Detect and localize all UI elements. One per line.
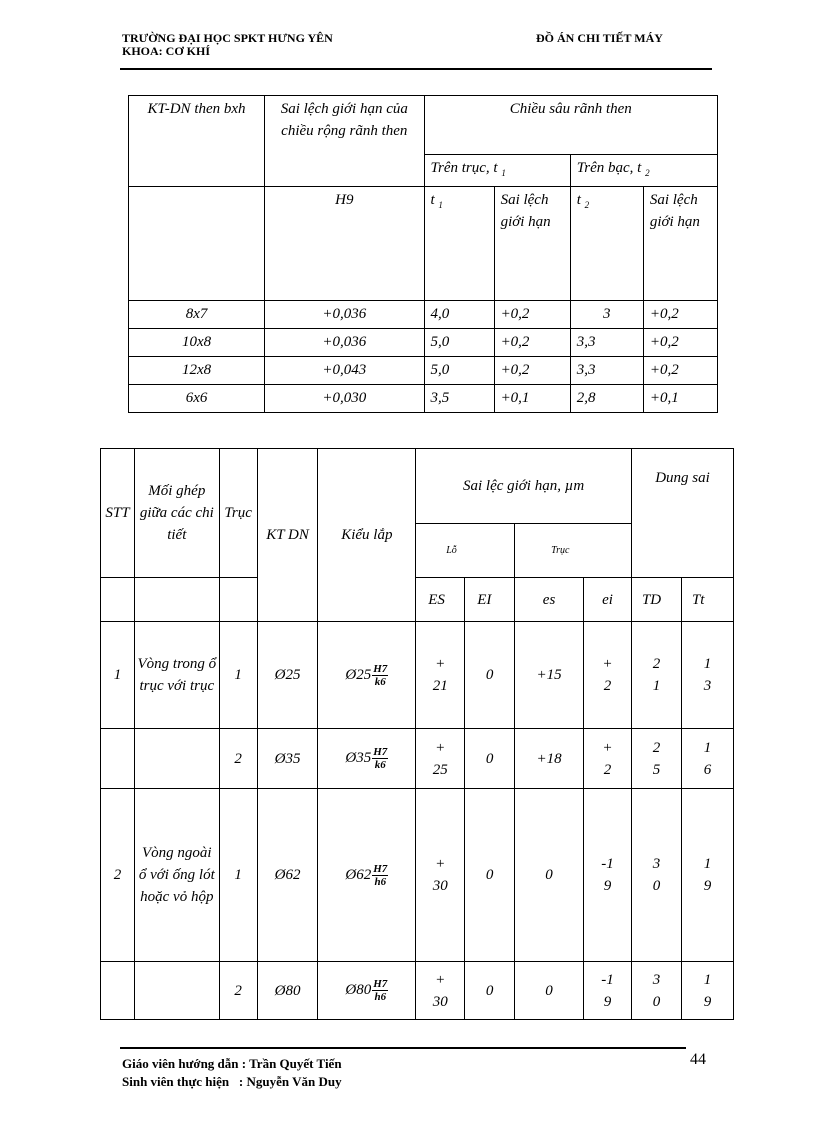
- school-name: TRƯỜNG ĐẠI HỌC SPKT HƯNG YÊN: [122, 31, 333, 45]
- fit-cell: Ø25 $\frac{H7}{k6}$: [318, 622, 416, 729]
- table-row: 8x7 +0,036 4,0 +0,2 3 +0,2: [129, 301, 718, 329]
- fit-cell: Ø80 $\frac{H7}{h6}$: [318, 962, 416, 1020]
- header-width-deviation: Sai lệch giới hạn của chiều rộng rãnh then: [265, 96, 424, 187]
- student: Sinh viên thực hiện : Nguyễn Văn Duy: [122, 1074, 342, 1089]
- page-number: 44: [690, 1051, 706, 1068]
- header-size: KT DN: [257, 449, 318, 622]
- footer-rule: [120, 1047, 686, 1049]
- header-joint: Mối ghép giữa các chi tiết: [134, 449, 219, 578]
- fit-cell: Ø35 $\frac{H7}{k6}$: [318, 729, 416, 789]
- empty-cell: [219, 578, 257, 622]
- header-tolerance: Dung sai: [631, 449, 733, 578]
- header-t2: t $_2$: [570, 187, 643, 301]
- header-TD: TD: [631, 578, 681, 622]
- header-shaft: Trục: [219, 449, 257, 578]
- header-on-hub: Trên bạc, t $_2$: [570, 155, 717, 187]
- header-deviation: Sai lệc giới hạn, µm: [416, 449, 632, 524]
- fit-cell: Ø62 $\frac{H7}{h6}$: [318, 789, 416, 962]
- header-Tt: Tt: [681, 578, 733, 622]
- empty-cell: [134, 578, 219, 622]
- header-key-size: KT-DN then bxh: [129, 96, 265, 187]
- table-row: 1 Vòng trong ổ trục với trục 1 Ø25 Ø25 $\frac{H7}{k6}$ +21 0 +15 +2 21 13: [101, 622, 734, 729]
- empty-cell: [129, 187, 265, 301]
- header-axis: Trục: [515, 524, 632, 578]
- header-depth: Chiều sâu rãnh then: [424, 96, 718, 155]
- header-ei: ei: [584, 578, 632, 622]
- table-row: 2 Ø80 Ø80 $\frac{H7}{h6}$ +30 0 0 -19 30 19: [101, 962, 734, 1020]
- header-es: es: [515, 578, 584, 622]
- header-rule: [120, 68, 712, 70]
- header-ES: ES: [416, 578, 465, 622]
- header-EI: EI: [465, 578, 515, 622]
- header-t1: t $_1$: [424, 187, 494, 301]
- supervisor: Giáo viên hướng dẫn : Trần Quyết Tiến: [122, 1056, 342, 1071]
- table-row: 2 Ø35 Ø35 $\frac{H7}{k6}$ +25 0 +18 +2 25 16: [101, 729, 734, 789]
- table-row: 2 Vòng ngoài ổ với ống lót hoặc vỏ hộp 1 Ø62 Ø62 $\frac{H7}{h6}$ +30 0 0 -19 30 19: [101, 789, 734, 962]
- keyway-table: [128, 95, 718, 413]
- table-row: 6x6 +0,030 3,5 +0,1 2,8 +0,1: [129, 385, 718, 413]
- table-row: 10x8 +0,036 5,0 +0,2 3,3 +0,2: [129, 329, 718, 357]
- header-stt: STT: [101, 449, 135, 578]
- fit-tolerance-table: [100, 448, 734, 1020]
- header-h9: H9: [265, 187, 424, 301]
- header-hole: Lỗ: [416, 524, 515, 578]
- header-fit: Kiểu lắp: [318, 449, 416, 622]
- header-t1-deviation: Sai lệch giới hạn: [494, 187, 570, 301]
- project-title: ĐỒ ÁN CHI TIẾT MÁY: [536, 31, 663, 45]
- header-on-shaft: Trên trục, t $_1$: [424, 155, 570, 187]
- header-t2-deviation: Sai lệch giới hạn: [643, 187, 717, 301]
- table-row: 12x8 +0,043 5,0 +0,2 3,3 +0,2: [129, 357, 718, 385]
- faculty-name: KHOA: CƠ KHÍ: [122, 44, 211, 58]
- empty-cell: [101, 578, 135, 622]
